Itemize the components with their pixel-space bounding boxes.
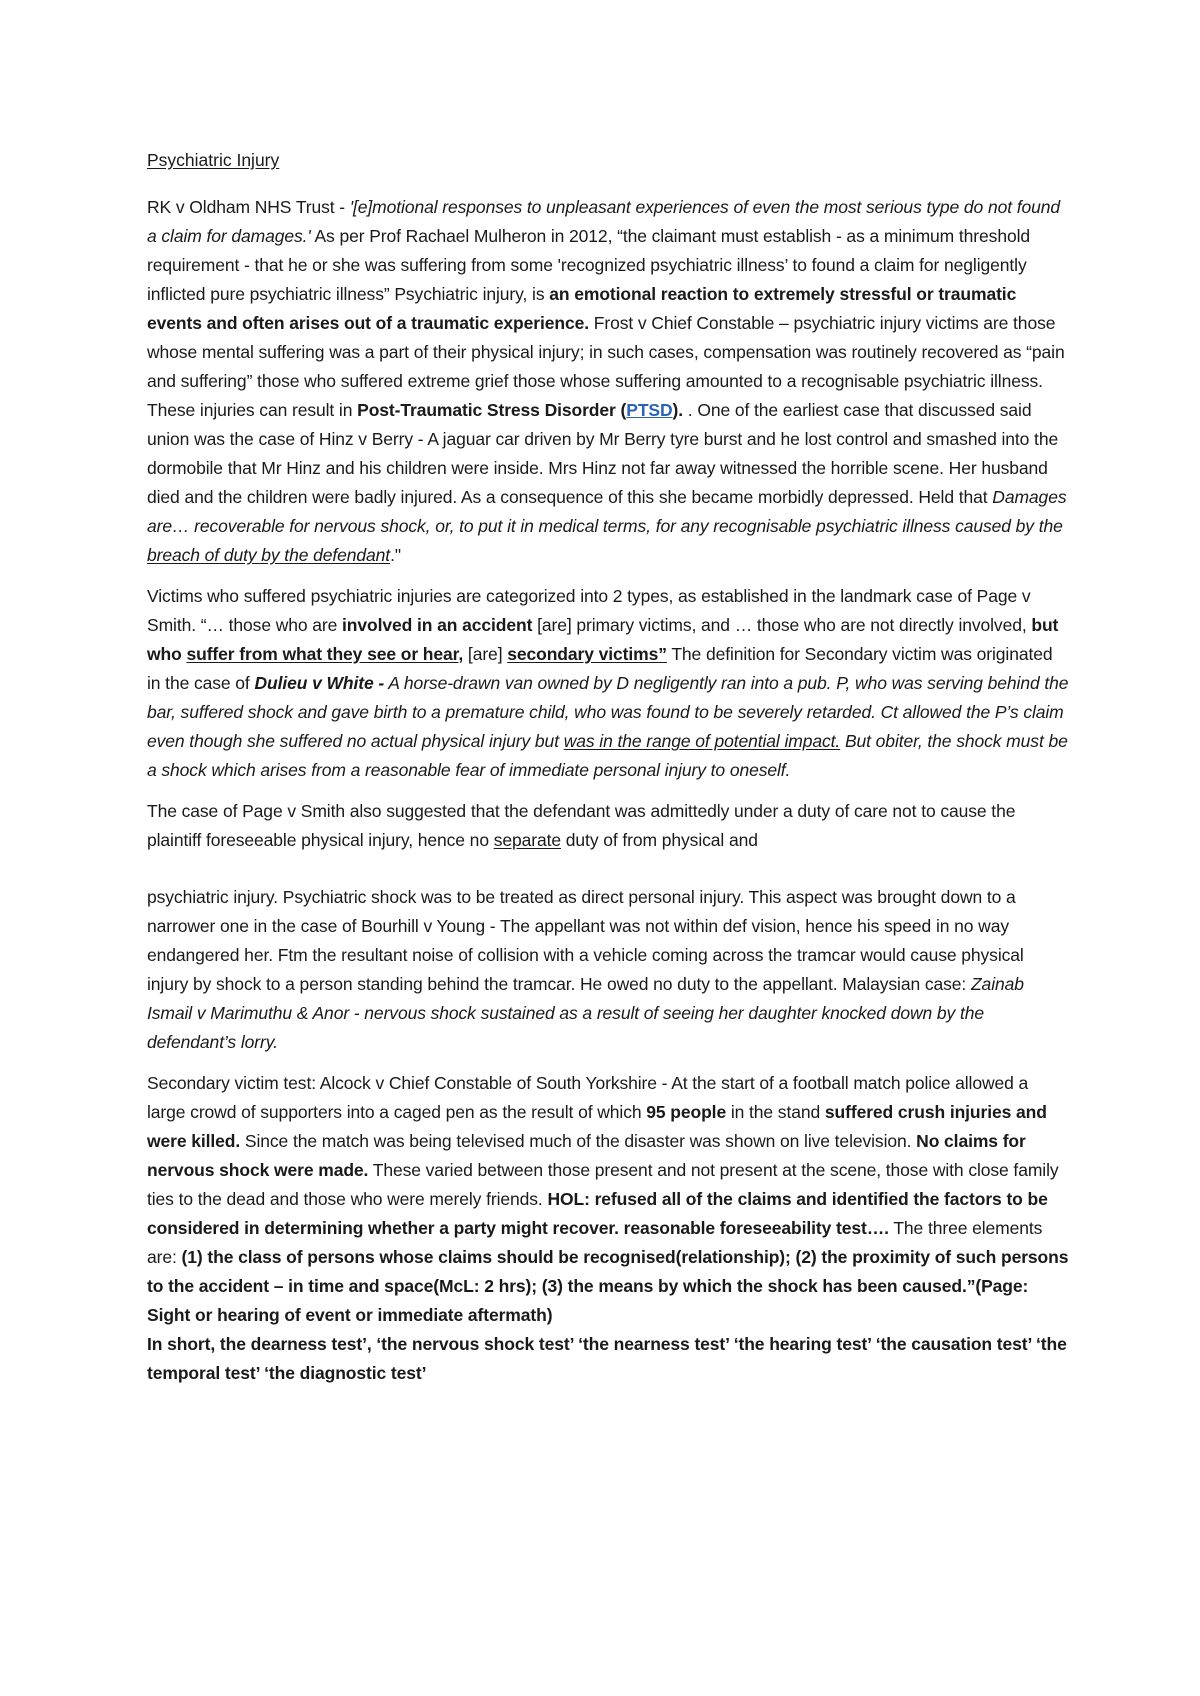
emphasis-bold-underlined: secondary victims” (507, 644, 667, 664)
text-run: [are] primary victims, and … those who are not directly involved, (532, 615, 1032, 635)
text-run: ." (390, 545, 401, 565)
text-run: The definition for Secondary victim was originated in the case of (147, 644, 1053, 693)
emphasis-bold: ). (672, 400, 688, 420)
page-title: Psychiatric Injury (147, 150, 280, 170)
emphasis-bold: In short, the dearness test’, ‘the nervous shock test’ ‘the nearness test’ ‘the hearing test’ ‘the causation test’ ‘the temporal test’ ‘the diagnostic test’ (147, 1334, 1067, 1383)
text-run: These varied between those present and not present at the scene, those with close family ties to the dead and those who were merely friends. (147, 1160, 1059, 1209)
quote-italic: But obiter, the shock must be a shock which arises from a reasonable fear of immediate personal injury to oneself. (147, 731, 1068, 780)
emphasis-bold-underlined: suffer from what they see or hear (186, 644, 459, 664)
text-run: . One of the earliest case that discussed said union was the case of Hinz v Berry - A jaguar car driven by Mr Berry tyre burst and he lost control and smashed into the dormobile that Mr Hinz and his children were inside. Mrs Hinz not far away witnessed the horrible scene. Her husband died and the children were badly injured. As a consequence of this she became morbidly depressed. Held that (147, 400, 1059, 507)
paragraph-intro (147, 193, 1069, 570)
emphasis-bold: an emotional reaction to extremely stressful or traumatic events and often arises out of a traumatic experience. (147, 284, 1017, 333)
quote-italic: Zainab Ismail v Marimuthu & Anor - nervous shock sustained as a result of seeing her daughter knocked down by the defendant’s lorry. (147, 974, 1024, 1052)
emphasis-bold: Post-Traumatic Stress Disorder ( (357, 400, 627, 420)
text-run: RK v Oldham NHS Trust - (147, 197, 350, 217)
text-run: psychiatric injury. Psychiatric shock was to be treated as direct personal injury. This aspect was brought down to a narrower one in the case of Bourhill v Young - The appellant was not within def vision, hence his speed in no way endangered her. Ftm the resultant noise of collision with a vehicle coming across the tramcar would cause physical injury by shock to a person standing behind the tramcar. He owed no duty to the appellant. Malaysian case: (147, 887, 1024, 994)
paragraph-alcock (147, 1069, 1069, 1388)
emphasis-bold: 95 people (646, 1102, 727, 1122)
emphasis-bold: , (458, 644, 464, 664)
emphasis-bold: (1) the class of persons whose claims should be recognised(relationship); (2) the proximity of such persons to the accident – in time and space(McL: 2 hrs); (3) the means by which the shock has been caused.”(Page: Sight or hearing of event or immediate aftermath) (147, 1247, 1069, 1325)
text-run: Secondary victim test: Alcock v Chief Constable of South Yorkshire - At the start of a football match police allowed a large crowd of supporters into a caged pen as the result of which (147, 1073, 1029, 1122)
underlined-text: separate (493, 830, 562, 850)
paragraph-page-v-smith (147, 797, 1069, 855)
text-run: [are] (463, 644, 508, 664)
emphasis-bold: No claims for nervous shock were made. (147, 1131, 1026, 1180)
text-run: Frost v Chief Constable – psychiatric injury victims are those whose mental suffering was a part of their physical injury; in such cases, compensation was routinely recovered as “pain and suffering” those who suffered extreme grief those whose suffering amounted to a recognisable psychiatric illness. These injuries can result in (147, 313, 1065, 420)
emphasis-bold: but who (147, 615, 1059, 664)
emphasis-bold: involved in an accident (342, 615, 533, 635)
text-run: As per Prof Rachael Mulheron in 2012, “the claimant must establish - as a minimum threshold requirement - that he or she was suffering from some 'recognized psychiatric illness’ to found a claim for negligently inflicted pure psychiatric illness” Psychiatric injury, is (147, 226, 1031, 304)
case-name-bold-italic: Dulieu v White - (254, 673, 385, 693)
emphasis-bold: HOL: refused all of the claims and identified the factors to be considered in determining whether a party might recover. reasonable foreseeability test…. (147, 1189, 1048, 1238)
underlined-italic: breach of duty by the defendant (147, 545, 391, 565)
underlined-italic: was in the range of potential impact. (563, 731, 841, 751)
ptsd-link[interactable]: PTSD (626, 400, 673, 420)
text-run: The three elements are: (147, 1218, 1043, 1267)
quote-italic: '[e]motional responses to unpleasant experiences of even the most serious type do not found a claim for damages.' (147, 197, 1061, 246)
paragraph-victim-types (147, 582, 1069, 785)
document-body (147, 150, 1069, 1400)
text-run: Victims who suffered psychiatric injuries are categorized into 2 types, as established in the landmark case of Page v Smith. “… those who are (147, 586, 1031, 635)
emphasis-bold: suffered crush injuries and were killed. (147, 1102, 1047, 1151)
text-run: duty of from physical and (561, 830, 758, 850)
text-run: The case of Page v Smith also suggested that the defendant was admittedly under a duty of care not to cause the plaintiff foreseeable physical injury, hence no (147, 801, 1016, 850)
paragraph-bourhill (147, 883, 1069, 1057)
quote-italic: Damages are… recoverable for nervous shock, or, to put it in medical terms, for any recognisable psychiatric illness caused by the (147, 487, 1067, 536)
quote-italic: A horse-drawn van owned by D negligently ran into a pub. P, who was serving behind the bar, suffered shock and gave birth to a premature child, who was found to be severely retarded. Ct allowed the P’s claim even though she suffered no actual physical injury but (147, 673, 1069, 751)
text-run: Since the match was being televised much of the disaster was shown on live television. (240, 1131, 917, 1151)
text-run: in the stand (726, 1102, 825, 1122)
